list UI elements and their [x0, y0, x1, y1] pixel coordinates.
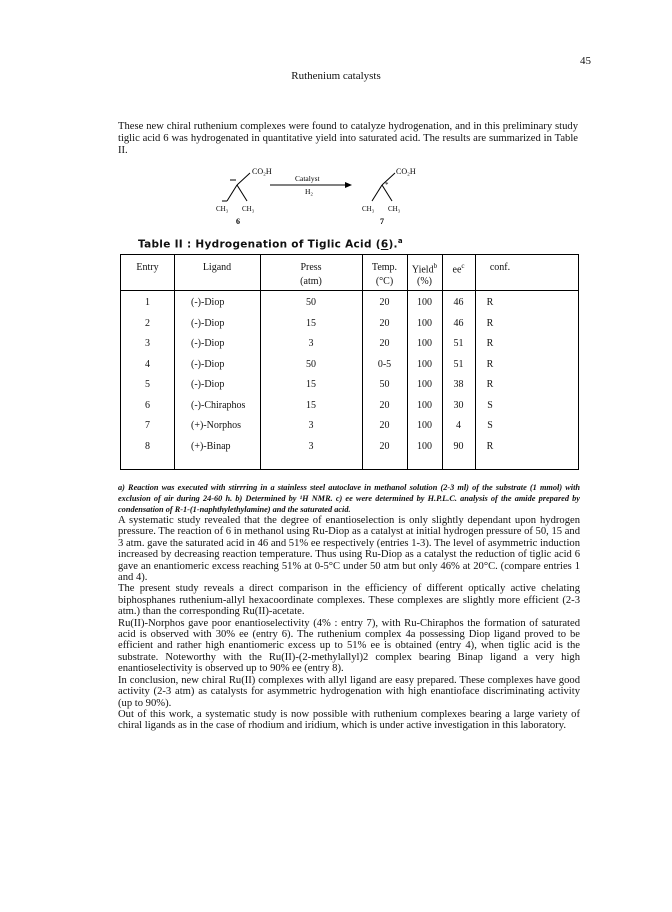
header-yield-note: b — [433, 262, 438, 270]
cell-entry: 2 — [145, 317, 150, 329]
cell-temp: 0-5 — [377, 358, 392, 370]
running-head: Ruthenium catalysts — [291, 70, 381, 82]
cell-press: 3 — [308, 338, 314, 349]
cell-conf: R — [486, 379, 494, 390]
table-caption-suffix: ). — [388, 238, 398, 251]
cell-yield: 100 — [417, 379, 432, 390]
table-caption-prefix: Table II : Hydrogenation of Tiglic Acid ( — [138, 238, 381, 251]
cell-temp: 20 — [379, 420, 390, 431]
intro-paragraph: These new chiral ruthenium complexes were found to catalyze hydrogenation, and in this preliminary study tiglic acid 6 was hydrogenated in quantitative yield into saturated acid. The results are summarized in Table II. — [118, 121, 578, 156]
table-footnote: a) Reaction was executed with stirrring in a stainless steel autoclave in methanol solution (2-3 ml) of the substrate (1 mmol) with exclusion of air during 24-60 h. b) Determined by ¹H NMR. c) ee were determined by H.P.L.C. analysis of the amide prepared by condensation of R-1-(1-naphthylethylamine) and the saturated acid. — [118, 483, 580, 514]
table-caption-note: a — [397, 237, 403, 245]
cell-conf: S — [487, 399, 493, 411]
cell-ee: 30 — [453, 399, 464, 411]
cell-temp: 20 — [379, 338, 390, 349]
cell-yield: 100 — [417, 399, 432, 411]
cell-ee: 90 — [453, 440, 464, 452]
cell-yield: 100 — [417, 420, 432, 431]
product-structure — [372, 173, 395, 201]
cell-ligand: (-)-Diop — [191, 297, 225, 308]
header-ee — [442, 262, 475, 275]
cell-entry: 5 — [145, 379, 150, 390]
header-temp-unit: (°C) — [375, 276, 394, 287]
cell-ligand: (-)-Diop — [191, 317, 225, 329]
cell-ligand: (-)-Chiraphos — [191, 399, 246, 411]
cell-entry: 3 — [145, 338, 150, 349]
paragraph: Out of this work, a systematic study is now possible with ruthenium complexes bearing a large variety of chiral ligands as in the case of rhodium and iridium, which is under active investigation in this laboratory. — [118, 708, 580, 732]
cell-entry: 4 — [145, 358, 150, 370]
header-yield-unit: (%) — [417, 276, 432, 287]
header-ee-note: c — [461, 262, 465, 270]
cell-conf: S — [487, 420, 493, 431]
cell-ee: 46 — [453, 317, 464, 329]
header-press-unit: (atm) — [300, 276, 322, 287]
cell-press: 3 — [308, 420, 314, 431]
paragraph: The present study reveals a direct comparison in the efficiency of different optically active chelating biphosphanes ruthenium-allyl hexacoordinate complexes. These complexes are slightly more efficient (2-3 atm.) than the corresponding Ru(II)-acetate. — [118, 583, 580, 618]
header-ligand: Ligand — [202, 262, 232, 273]
cell-conf: R — [486, 440, 494, 452]
reactant-structure — [222, 173, 250, 201]
cell-press: 15 — [306, 399, 316, 411]
header-ee-text: ee — [452, 264, 462, 276]
stereocenter-mark: * — [385, 181, 389, 189]
cell-press: 3 — [308, 440, 314, 452]
header-entry: Entry — [136, 262, 159, 273]
product-methyl-right: CH₃ — [388, 205, 401, 213]
cell-yield: 100 — [417, 338, 432, 349]
header-yield-text: Yield — [411, 264, 434, 276]
cell-temp: 20 — [379, 399, 390, 411]
cell-temp: 50 — [379, 379, 390, 390]
page-number: 45 — [580, 55, 591, 67]
cell-press: 50 — [306, 297, 316, 308]
cell-yield: 100 — [417, 317, 432, 329]
reagent-label: H₂ — [305, 187, 314, 196]
cell-press: 15 — [306, 317, 316, 329]
cell-ee: 46 — [453, 297, 464, 308]
cell-ligand: (+)-Norphos — [191, 420, 242, 431]
cell-yield: 100 — [417, 358, 432, 370]
reaction-arrowhead — [345, 182, 352, 188]
product-methyl-left: CH₃ — [362, 205, 375, 213]
table-column-rule — [174, 255, 175, 469]
cell-ligand: (-)-Diop — [191, 379, 225, 390]
results-table — [120, 254, 579, 470]
header-yield — [407, 262, 442, 275]
cell-yield: 100 — [417, 440, 432, 452]
cell-conf: R — [486, 297, 494, 308]
reaction-scheme-drawing — [200, 161, 450, 231]
reactant-label: 6 — [236, 217, 240, 226]
table-caption — [138, 237, 403, 251]
cell-ee: 51 — [453, 358, 464, 370]
cell-ee: 4 — [456, 420, 461, 431]
table-header-rule — [121, 290, 578, 291]
body-text — [118, 515, 580, 732]
header-temp: Temp. — [371, 262, 398, 273]
cell-entry: 7 — [145, 420, 150, 431]
paragraph: Ru(II)-Norphos gave poor enantioselectivity (4% : entry 7), with Ru-Chiraphos the formation of saturated acid is observed with 30% ee (entry 6). The ruthenium complex 4a possessing Diop ligand proved to be efficient and rather high enantiomeric excess up to 51% ee is obtained (entry 4), when tiglic acid is the substrate. Noteworthy with the Ru(II)-(2-methylallyl)2 complex bearing Binap ligand a very high enantioselectivity is observed up to 90% ee (entry 8). — [118, 617, 580, 675]
product-carboxyl: CO₂H — [396, 167, 416, 176]
table-caption-compound: 6 — [380, 238, 389, 251]
cell-yield: 100 — [417, 297, 432, 308]
cell-conf: R — [486, 358, 494, 370]
cell-temp: 20 — [379, 440, 390, 452]
cell-temp: 20 — [379, 317, 390, 329]
header-conf: conf. — [489, 262, 511, 273]
cell-ee: 38 — [453, 379, 464, 390]
cell-ligand: (-)-Diop — [191, 358, 225, 370]
cell-entry: 1 — [145, 297, 150, 308]
cell-temp: 20 — [379, 297, 390, 308]
cell-press: 15 — [306, 379, 316, 390]
cell-entry: 6 — [145, 399, 150, 411]
cell-ligand: (-)-Diop — [191, 338, 225, 349]
reaction-scheme — [200, 161, 450, 231]
cell-conf: R — [486, 338, 494, 349]
reactant-carboxyl: CO₂H — [252, 167, 272, 176]
cell-ee: 51 — [453, 338, 464, 349]
header-press: Press — [300, 262, 322, 273]
cell-press: 50 — [306, 358, 316, 370]
product-label: 7 — [380, 217, 384, 226]
cell-conf: R — [486, 317, 494, 329]
cell-ligand: (+)-Binap — [191, 440, 231, 452]
paragraph: A systematic study revealed that the degree of enantioselection is only slightly dependant upon hydrogen pressure. The reaction of 6 in methanol using Ru-Diop as a catalyst at initial hydrogen pressure of 50, 15 and 3 atm. gave the saturated acid in 46 and 51% ee respectively (entries 1-3). The level of asymmetric induction increased by decreasing reaction temperature. Thus using Ru-Diop as a catalyst the reduction of tiglic acid 6 gave an enantiomeric excess reaching 51% at 0-5°C under 50 atm but only 46% at 20°C. (compare entries 1 and 4). — [118, 515, 580, 584]
cell-entry: 8 — [145, 440, 150, 452]
reactant-methyl-right: CH₃ — [242, 205, 255, 213]
catalyst-label: Catalyst — [295, 174, 320, 183]
paragraph: In conclusion, new chiral Ru(II) complexes with allyl ligand are easy prepared. These complexes have good activity (2-3 atm) as catalysts for asymmetric hydrogenation with high enantioface discriminating activity (up to 90%). — [118, 674, 580, 709]
reactant-methyl-left: CH₃ — [216, 205, 229, 213]
